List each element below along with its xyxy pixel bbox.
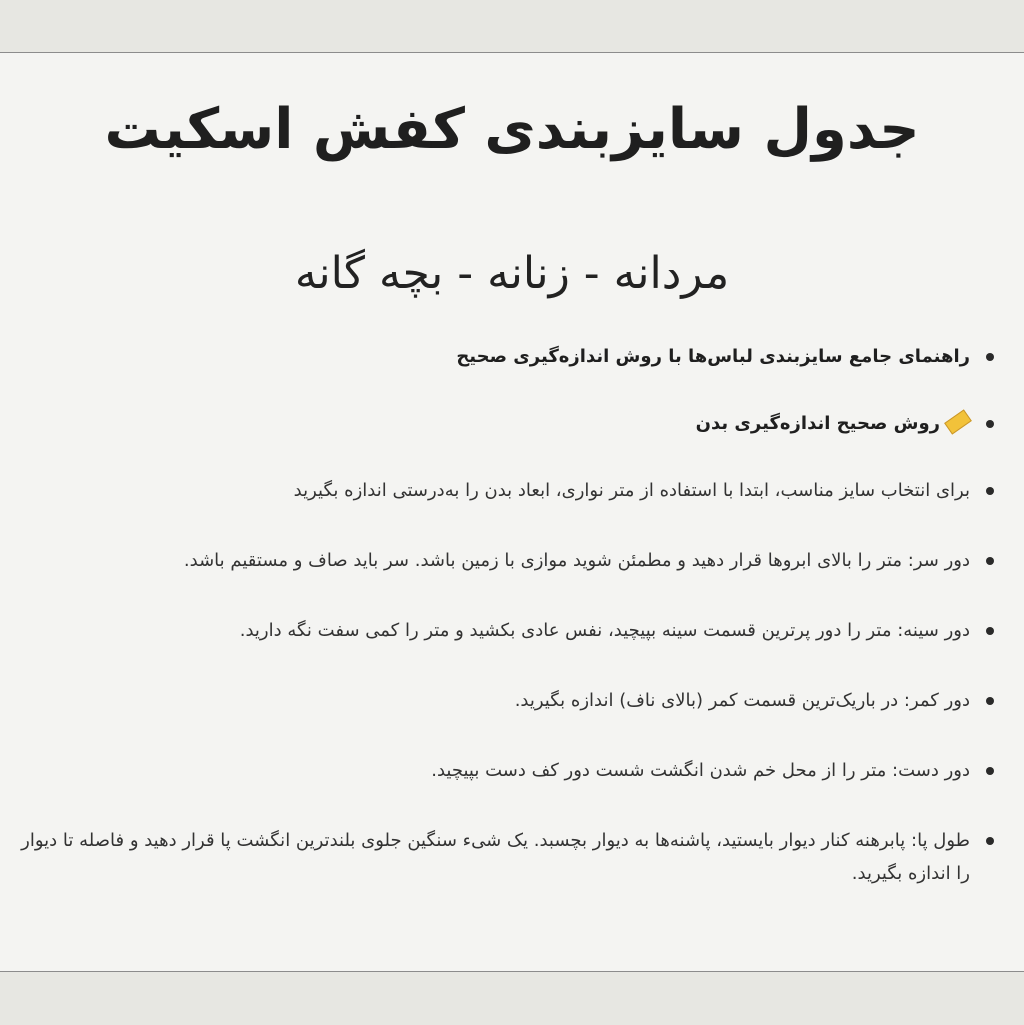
bottom-band (0, 971, 1024, 1025)
list-item-text: راهنمای جامع سایزبندی لباس‌ها با روش اندازه‌گیری صحیح (456, 346, 970, 367)
page-subtitle: مردانه - زنانه - بچه گانه (294, 248, 730, 299)
list-item-text: برای انتخاب سایز مناسب، ابتدا با استفاده از متر نواری، ابعاد بدن را به‌درستی اندازه بگیرید (293, 480, 970, 501)
list-item-text: دور سینه: متر را دور پرترین قسمت سینه بپیچید، نفس عادی بکشید و متر را کمی سفت نگه دارید. (239, 620, 970, 641)
instruction-list (10, 340, 994, 927)
list-item (10, 340, 970, 373)
list-item-text: دور دست: متر را از محل خم شدن انگشت شست دور کف دست بپیچید. (431, 760, 970, 781)
list-item (10, 684, 970, 717)
list-item (10, 544, 970, 577)
list-item (10, 407, 970, 440)
list-item-text: روش صحیح اندازه‌گیری بدن (695, 413, 940, 434)
list-item-text: دور سر: متر را بالای ابروها قرار دهید و مطمئن شوید موازی با زمین باشد. سر باید صاف و مستقیم باشد. (183, 550, 970, 571)
list-item-text: طول پا: پابرهنه کنار دیوار بایستید، پاشنه‌ها به دیوار بچسبد. یک شیء سنگین جلوی بلندترین انگشت پا قرار دهید و فاصله تا دیوار را اندازه بگیرید. (21, 830, 970, 884)
ruler-icon (944, 409, 972, 434)
list-item-text: دور کمر: در باریک‌ترین قسمت کمر (بالای ناف) اندازه بگیرید. (514, 690, 970, 711)
page-title: جدول سایزبندی کفش اسکیت (104, 97, 920, 162)
list-item (10, 474, 970, 507)
list-item (10, 754, 970, 787)
list-item (10, 614, 970, 647)
list-item (10, 824, 970, 890)
top-band (0, 0, 1024, 53)
